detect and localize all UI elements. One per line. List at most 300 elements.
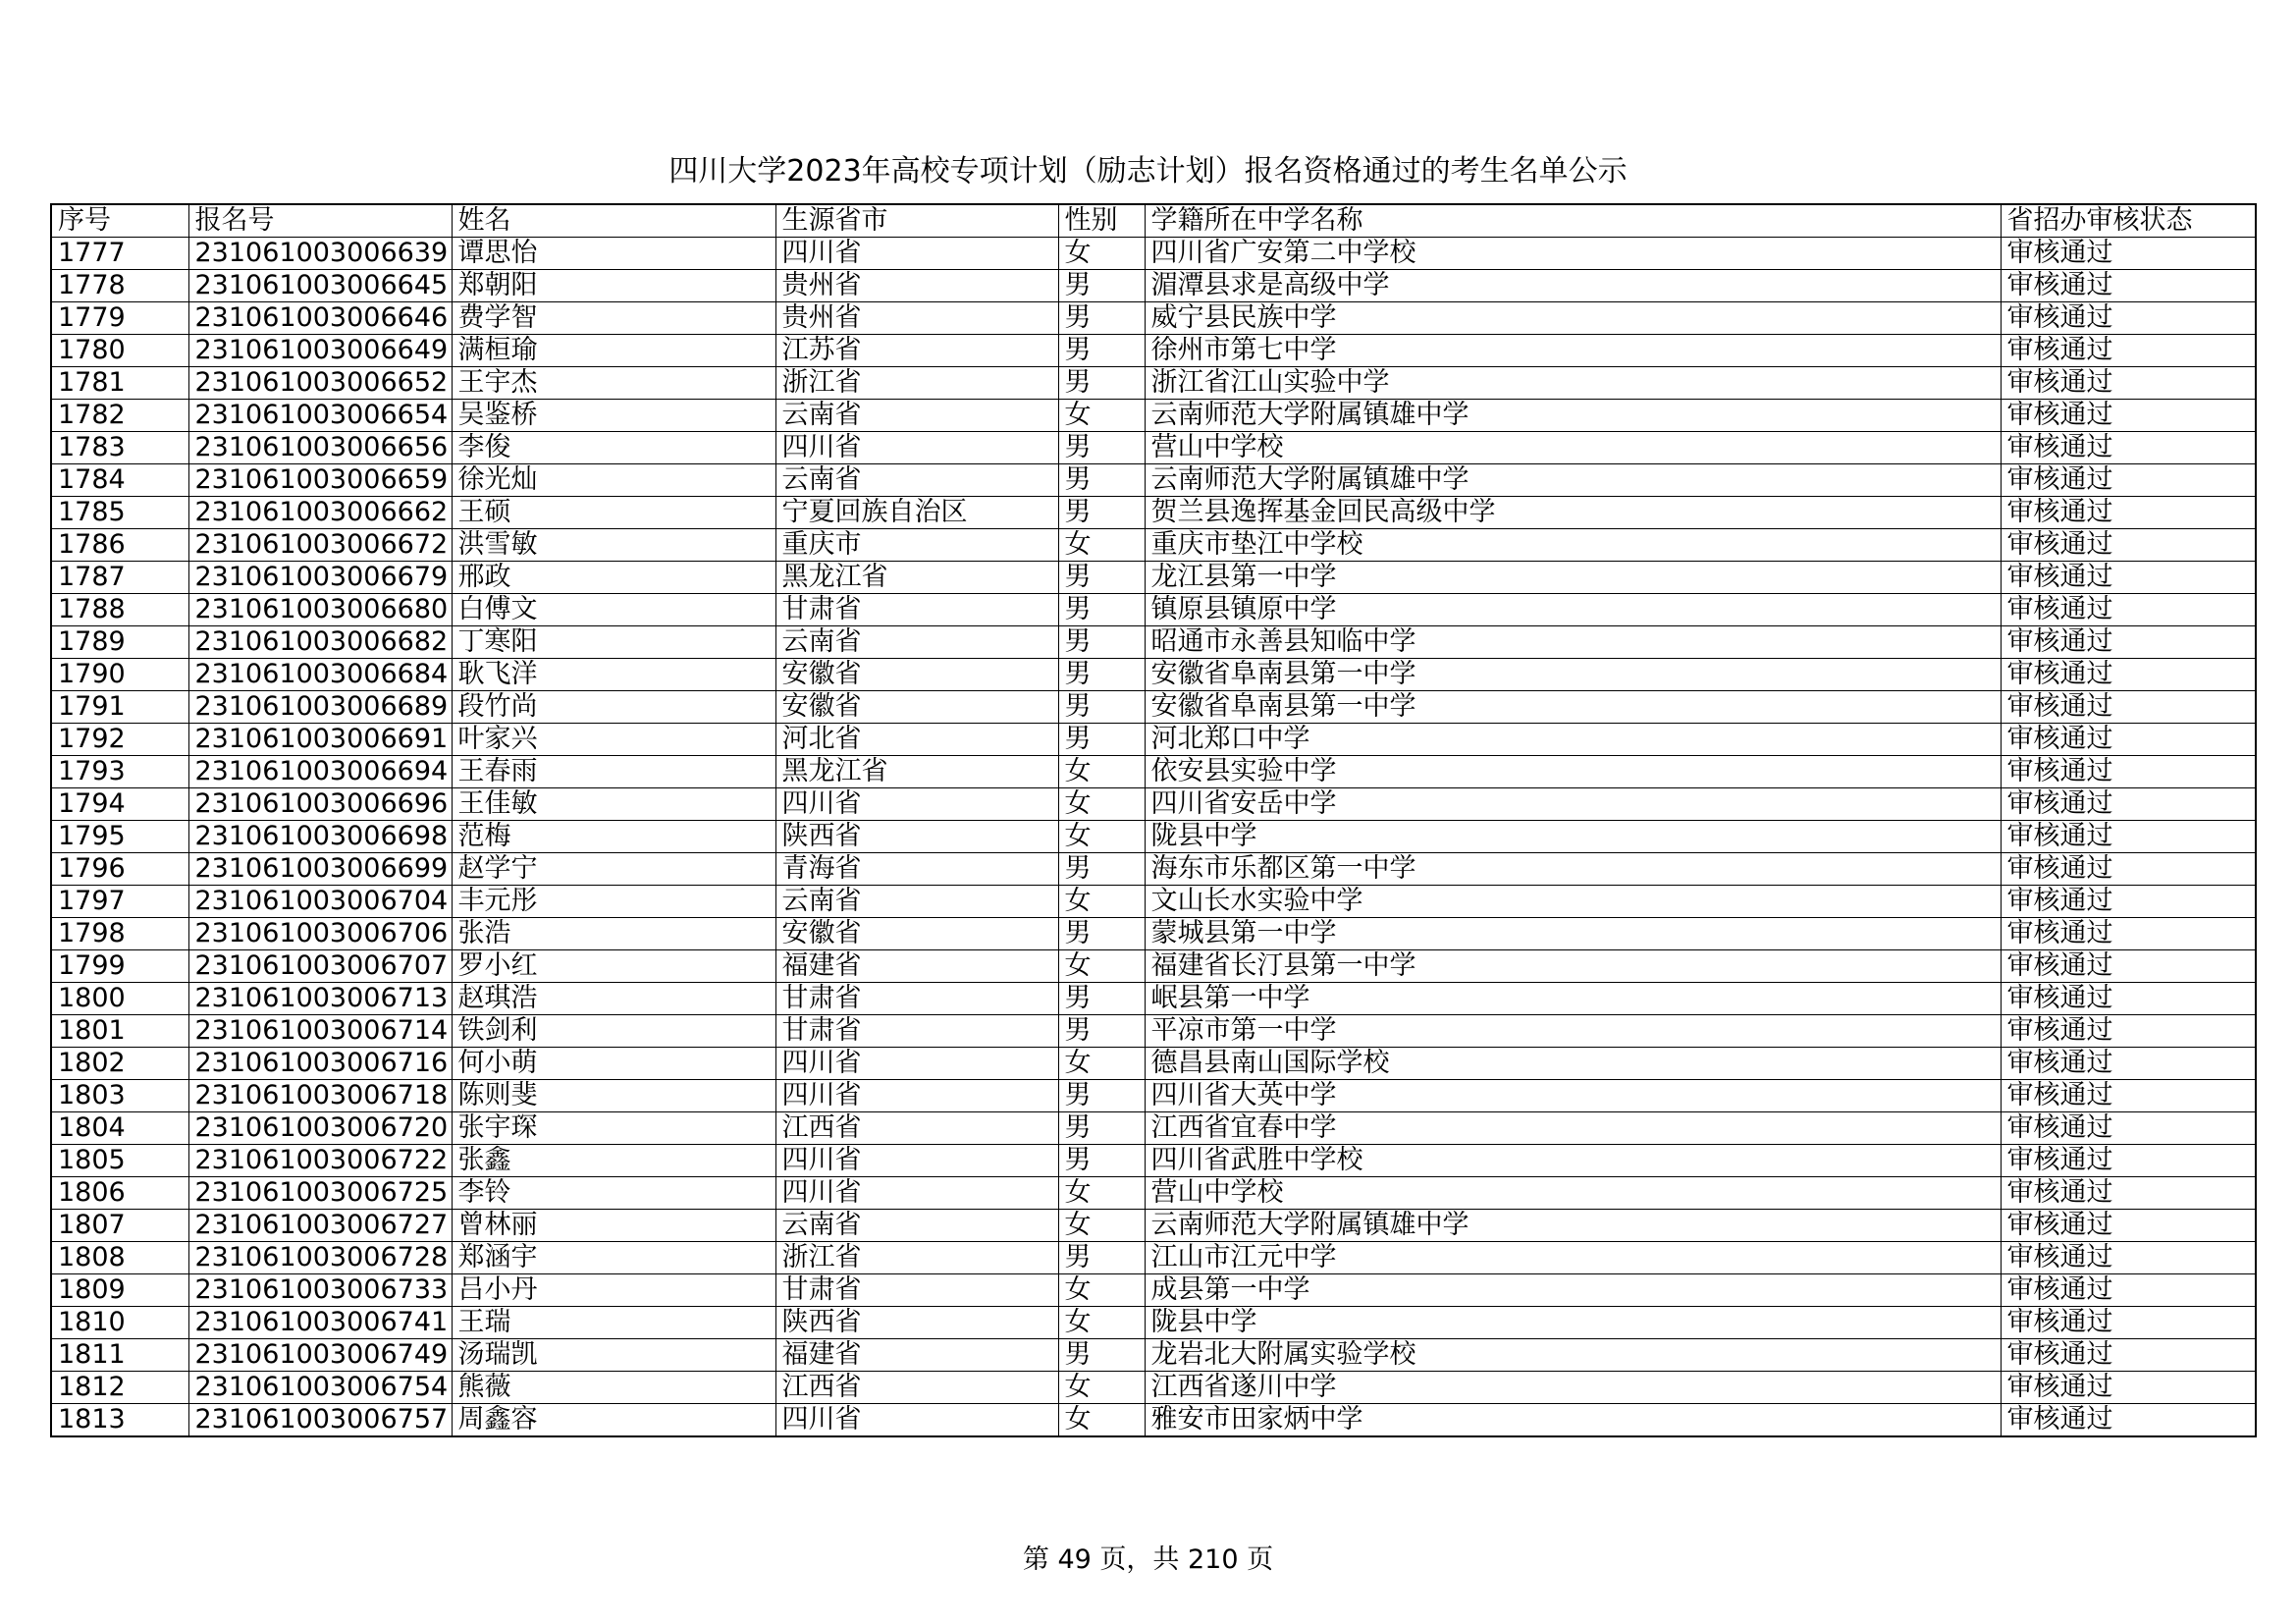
cell-index: 1784 <box>51 464 188 497</box>
cell-reg-no: 231061003006672 <box>188 529 452 562</box>
cell-reg-no: 231061003006652 <box>188 367 452 400</box>
cell-name: 张鑫 <box>452 1145 775 1177</box>
cell-index: 1779 <box>51 302 188 335</box>
cell-status: 审核通过 <box>2001 1210 2256 1242</box>
cell-index: 1811 <box>51 1339 188 1372</box>
table-row <box>51 1274 2256 1307</box>
cell-name: 王硕 <box>452 497 775 529</box>
cell-reg-no: 231061003006699 <box>188 853 452 886</box>
cell-reg-no: 231061003006646 <box>188 302 452 335</box>
cell-index: 1785 <box>51 497 188 529</box>
cell-gender: 男 <box>1058 302 1145 335</box>
cell-gender: 男 <box>1058 367 1145 400</box>
cell-province: 江西省 <box>775 1112 1058 1145</box>
cell-index: 1786 <box>51 529 188 562</box>
cell-gender: 男 <box>1058 691 1145 724</box>
cell-school: 云南师范大学附属镇雄中学 <box>1145 400 2001 432</box>
cell-gender: 男 <box>1058 562 1145 594</box>
cell-school: 四川省安岳中学 <box>1145 788 2001 821</box>
cell-school: 岷县第一中学 <box>1145 983 2001 1015</box>
table-row <box>51 302 2256 335</box>
table-row <box>51 983 2256 1015</box>
table-row <box>51 626 2256 659</box>
cell-name: 范梅 <box>452 821 775 853</box>
cell-province: 云南省 <box>775 626 1058 659</box>
cell-index: 1813 <box>51 1404 188 1437</box>
column-header-name: 姓名 <box>452 204 775 238</box>
cell-gender: 女 <box>1058 1048 1145 1080</box>
cell-province: 贵州省 <box>775 270 1058 302</box>
cell-index: 1777 <box>51 238 188 270</box>
cell-reg-no: 231061003006679 <box>188 562 452 594</box>
cell-name: 满桓瑜 <box>452 335 775 367</box>
cell-province: 福建省 <box>775 1339 1058 1372</box>
column-header-gender: 性别 <box>1058 204 1145 238</box>
cell-status: 审核通过 <box>2001 464 2256 497</box>
table-row <box>51 1080 2256 1112</box>
cell-province: 陕西省 <box>775 1307 1058 1339</box>
cell-index: 1780 <box>51 335 188 367</box>
column-header-reg-no: 报名号 <box>188 204 452 238</box>
cell-index: 1807 <box>51 1210 188 1242</box>
cell-province: 福建省 <box>775 950 1058 983</box>
cell-name: 吕小丹 <box>452 1274 775 1307</box>
cell-reg-no: 231061003006713 <box>188 983 452 1015</box>
column-header-status: 省招办审核状态 <box>2001 204 2256 238</box>
cell-name: 张浩 <box>452 918 775 950</box>
cell-reg-no: 231061003006720 <box>188 1112 452 1145</box>
cell-name: 段竹尚 <box>452 691 775 724</box>
cell-name: 李俊 <box>452 432 775 464</box>
cell-index: 1810 <box>51 1307 188 1339</box>
table-row <box>51 659 2256 691</box>
cell-status: 审核通过 <box>2001 1307 2256 1339</box>
cell-status: 审核通过 <box>2001 918 2256 950</box>
cell-index: 1808 <box>51 1242 188 1274</box>
cell-status: 审核通过 <box>2001 270 2256 302</box>
cell-school: 四川省武胜中学校 <box>1145 1145 2001 1177</box>
cell-school: 浙江省江山实验中学 <box>1145 367 2001 400</box>
cell-status: 审核通过 <box>2001 626 2256 659</box>
table-row <box>51 918 2256 950</box>
cell-status: 审核通过 <box>2001 432 2256 464</box>
cell-status: 审核通过 <box>2001 1339 2256 1372</box>
cell-school: 贺兰县逸挥基金回民高级中学 <box>1145 497 2001 529</box>
table-row <box>51 270 2256 302</box>
table-row <box>51 788 2256 821</box>
cell-gender: 女 <box>1058 529 1145 562</box>
cell-name: 王瑞 <box>452 1307 775 1339</box>
cell-province: 黑龙江省 <box>775 562 1058 594</box>
cell-gender: 男 <box>1058 1339 1145 1372</box>
table-row <box>51 1112 2256 1145</box>
cell-index: 1798 <box>51 918 188 950</box>
table-row <box>51 1404 2256 1437</box>
cell-index: 1790 <box>51 659 188 691</box>
table-row <box>51 1372 2256 1404</box>
cell-school: 营山中学校 <box>1145 432 2001 464</box>
cell-school: 云南师范大学附属镇雄中学 <box>1145 464 2001 497</box>
cell-school: 平凉市第一中学 <box>1145 1015 2001 1048</box>
cell-reg-no: 231061003006659 <box>188 464 452 497</box>
column-header-index: 序号 <box>51 204 188 238</box>
cell-school: 河北郑口中学 <box>1145 724 2001 756</box>
cell-status: 审核通过 <box>2001 691 2256 724</box>
cell-gender: 男 <box>1058 1015 1145 1048</box>
cell-index: 1809 <box>51 1274 188 1307</box>
cell-name: 王春雨 <box>452 756 775 788</box>
cell-province: 四川省 <box>775 1404 1058 1437</box>
cell-gender: 女 <box>1058 1307 1145 1339</box>
cell-province: 四川省 <box>775 432 1058 464</box>
cell-province: 河北省 <box>775 724 1058 756</box>
cell-reg-no: 231061003006727 <box>188 1210 452 1242</box>
table-row <box>51 1307 2256 1339</box>
cell-reg-no: 231061003006716 <box>188 1048 452 1080</box>
cell-status: 审核通过 <box>2001 1015 2256 1048</box>
cell-gender: 男 <box>1058 626 1145 659</box>
cell-status: 审核通过 <box>2001 659 2256 691</box>
cell-index: 1788 <box>51 594 188 626</box>
cell-index: 1787 <box>51 562 188 594</box>
cell-school: 湄潭县求是高级中学 <box>1145 270 2001 302</box>
cell-status: 审核通过 <box>2001 1372 2256 1404</box>
cell-school: 雅安市田家炳中学 <box>1145 1404 2001 1437</box>
cell-province: 青海省 <box>775 853 1058 886</box>
cell-province: 浙江省 <box>775 367 1058 400</box>
cell-name: 曾林丽 <box>452 1210 775 1242</box>
cell-status: 审核通过 <box>2001 756 2256 788</box>
cell-name: 张宇琛 <box>452 1112 775 1145</box>
cell-province: 安徽省 <box>775 918 1058 950</box>
cell-province: 宁夏回族自治区 <box>775 497 1058 529</box>
cell-gender: 男 <box>1058 432 1145 464</box>
cell-name: 郑涵宇 <box>452 1242 775 1274</box>
cell-reg-no: 231061003006694 <box>188 756 452 788</box>
cell-index: 1805 <box>51 1145 188 1177</box>
cell-reg-no: 231061003006707 <box>188 950 452 983</box>
cell-gender: 男 <box>1058 335 1145 367</box>
cell-province: 贵州省 <box>775 302 1058 335</box>
cell-province: 四川省 <box>775 1048 1058 1080</box>
cell-gender: 女 <box>1058 1372 1145 1404</box>
table-header-row <box>51 204 2256 238</box>
table-row <box>51 1177 2256 1210</box>
cell-gender: 女 <box>1058 400 1145 432</box>
table-row <box>51 400 2256 432</box>
cell-reg-no: 231061003006639 <box>188 238 452 270</box>
cell-reg-no: 231061003006718 <box>188 1080 452 1112</box>
cell-index: 1803 <box>51 1080 188 1112</box>
cell-gender: 女 <box>1058 238 1145 270</box>
table-row <box>51 1145 2256 1177</box>
table-row <box>51 756 2256 788</box>
cell-gender: 男 <box>1058 1112 1145 1145</box>
cell-gender: 女 <box>1058 1210 1145 1242</box>
cell-name: 郑朝阳 <box>452 270 775 302</box>
cell-status: 审核通过 <box>2001 950 2256 983</box>
table-row <box>51 691 2256 724</box>
cell-status: 审核通过 <box>2001 335 2256 367</box>
cell-status: 审核通过 <box>2001 1145 2256 1177</box>
cell-school: 威宁县民族中学 <box>1145 302 2001 335</box>
cell-school: 昭通市永善县知临中学 <box>1145 626 2001 659</box>
cell-name: 王佳敏 <box>452 788 775 821</box>
cell-gender: 女 <box>1058 1177 1145 1210</box>
cell-province: 陕西省 <box>775 821 1058 853</box>
cell-name: 李铃 <box>452 1177 775 1210</box>
cell-gender: 女 <box>1058 821 1145 853</box>
cell-reg-no: 231061003006691 <box>188 724 452 756</box>
cell-gender: 女 <box>1058 886 1145 918</box>
cell-name: 汤瑞凯 <box>452 1339 775 1372</box>
cell-reg-no: 231061003006725 <box>188 1177 452 1210</box>
table-row <box>51 594 2256 626</box>
cell-gender: 男 <box>1058 1080 1145 1112</box>
cell-status: 审核通过 <box>2001 302 2256 335</box>
cell-gender: 男 <box>1058 853 1145 886</box>
cell-province: 四川省 <box>775 1145 1058 1177</box>
cell-province: 甘肃省 <box>775 1015 1058 1048</box>
cell-school: 文山长水实验中学 <box>1145 886 2001 918</box>
cell-status: 审核通过 <box>2001 400 2256 432</box>
cell-province: 安徽省 <box>775 659 1058 691</box>
cell-gender: 男 <box>1058 724 1145 756</box>
cell-province: 云南省 <box>775 1210 1058 1242</box>
table-row <box>51 950 2256 983</box>
cell-name: 周鑫容 <box>452 1404 775 1437</box>
cell-name: 赵学宁 <box>452 853 775 886</box>
cell-province: 黑龙江省 <box>775 756 1058 788</box>
cell-province: 四川省 <box>775 238 1058 270</box>
table-row <box>51 821 2256 853</box>
table-row <box>51 464 2256 497</box>
cell-school: 依安县实验中学 <box>1145 756 2001 788</box>
cell-reg-no: 231061003006704 <box>188 886 452 918</box>
cell-province: 甘肃省 <box>775 983 1058 1015</box>
cell-status: 审核通过 <box>2001 529 2256 562</box>
cell-province: 江西省 <box>775 1372 1058 1404</box>
table-row <box>51 1015 2256 1048</box>
cell-name: 徐光灿 <box>452 464 775 497</box>
cell-name: 耿飞洋 <box>452 659 775 691</box>
cell-name: 何小萌 <box>452 1048 775 1080</box>
cell-gender: 女 <box>1058 1404 1145 1437</box>
cell-index: 1792 <box>51 724 188 756</box>
cell-school: 重庆市垫江中学校 <box>1145 529 2001 562</box>
cell-name: 谭思怡 <box>452 238 775 270</box>
cell-gender: 男 <box>1058 1242 1145 1274</box>
cell-gender: 男 <box>1058 1145 1145 1177</box>
cell-reg-no: 231061003006754 <box>188 1372 452 1404</box>
cell-reg-no: 231061003006654 <box>188 400 452 432</box>
cell-reg-no: 231061003006698 <box>188 821 452 853</box>
cell-school: 四川省大英中学 <box>1145 1080 2001 1112</box>
cell-index: 1793 <box>51 756 188 788</box>
cell-index: 1797 <box>51 886 188 918</box>
cell-school: 江西省遂川中学 <box>1145 1372 2001 1404</box>
cell-gender: 男 <box>1058 497 1145 529</box>
cell-reg-no: 231061003006741 <box>188 1307 452 1339</box>
table-row <box>51 497 2256 529</box>
table-row <box>51 367 2256 400</box>
cell-reg-no: 231061003006684 <box>188 659 452 691</box>
cell-status: 审核通过 <box>2001 1404 2256 1437</box>
cell-name: 洪雪敏 <box>452 529 775 562</box>
cell-school: 陇县中学 <box>1145 821 2001 853</box>
cell-reg-no: 231061003006696 <box>188 788 452 821</box>
cell-gender: 女 <box>1058 950 1145 983</box>
cell-gender: 男 <box>1058 464 1145 497</box>
cell-gender: 女 <box>1058 788 1145 821</box>
cell-reg-no: 231061003006728 <box>188 1242 452 1274</box>
cell-school: 安徽省阜南县第一中学 <box>1145 691 2001 724</box>
column-header-school: 学籍所在中学名称 <box>1145 204 2001 238</box>
cell-school: 德昌县南山国际学校 <box>1145 1048 2001 1080</box>
table-row <box>51 432 2256 464</box>
cell-school: 营山中学校 <box>1145 1177 2001 1210</box>
cell-gender: 男 <box>1058 270 1145 302</box>
cell-index: 1806 <box>51 1177 188 1210</box>
cell-name: 铁剑利 <box>452 1015 775 1048</box>
cell-status: 审核通过 <box>2001 1112 2256 1145</box>
cell-school: 云南师范大学附属镇雄中学 <box>1145 1210 2001 1242</box>
table-row <box>51 562 2256 594</box>
cell-reg-no: 231061003006733 <box>188 1274 452 1307</box>
table-row <box>51 1048 2256 1080</box>
cell-status: 审核通过 <box>2001 497 2256 529</box>
cell-reg-no: 231061003006757 <box>188 1404 452 1437</box>
cell-index: 1800 <box>51 983 188 1015</box>
cell-status: 审核通过 <box>2001 724 2256 756</box>
cell-gender: 男 <box>1058 659 1145 691</box>
cell-name: 邢政 <box>452 562 775 594</box>
cell-name: 赵琪浩 <box>452 983 775 1015</box>
cell-reg-no: 231061003006706 <box>188 918 452 950</box>
table-row <box>51 1339 2256 1372</box>
cell-gender: 男 <box>1058 918 1145 950</box>
cell-reg-no: 231061003006645 <box>188 270 452 302</box>
cell-index: 1782 <box>51 400 188 432</box>
table-row <box>51 1210 2256 1242</box>
cell-index: 1794 <box>51 788 188 821</box>
cell-status: 审核通过 <box>2001 821 2256 853</box>
cell-status: 审核通过 <box>2001 562 2256 594</box>
table-row <box>51 1242 2256 1274</box>
page-title: 四川大学2023年高校专项计划（励志计划）报名资格通过的考生名单公示 <box>668 154 1628 189</box>
cell-index: 1812 <box>51 1372 188 1404</box>
cell-province: 重庆市 <box>775 529 1058 562</box>
cell-province: 四川省 <box>775 1080 1058 1112</box>
cell-school: 徐州市第七中学 <box>1145 335 2001 367</box>
table-row <box>51 335 2256 367</box>
cell-school: 福建省长汀县第一中学 <box>1145 950 2001 983</box>
cell-status: 审核通过 <box>2001 367 2256 400</box>
page-footer: 第 49 页，共 210 页 <box>1022 1544 1274 1575</box>
cell-reg-no: 231061003006749 <box>188 1339 452 1372</box>
cell-province: 云南省 <box>775 886 1058 918</box>
cell-name: 白傅文 <box>452 594 775 626</box>
cell-school: 海东市乐都区第一中学 <box>1145 853 2001 886</box>
cell-name: 丰元彤 <box>452 886 775 918</box>
cell-school: 镇原县镇原中学 <box>1145 594 2001 626</box>
cell-status: 审核通过 <box>2001 1048 2256 1080</box>
cell-school: 江西省宜春中学 <box>1145 1112 2001 1145</box>
table-row <box>51 853 2256 886</box>
cell-index: 1796 <box>51 853 188 886</box>
cell-status: 审核通过 <box>2001 594 2256 626</box>
cell-status: 审核通过 <box>2001 788 2256 821</box>
cell-name: 罗小红 <box>452 950 775 983</box>
cell-status: 审核通过 <box>2001 1177 2256 1210</box>
cell-province: 安徽省 <box>775 691 1058 724</box>
cell-reg-no: 231061003006680 <box>188 594 452 626</box>
cell-index: 1783 <box>51 432 188 464</box>
cell-status: 审核通过 <box>2001 983 2256 1015</box>
cell-school: 龙岩北大附属实验学校 <box>1145 1339 2001 1372</box>
cell-reg-no: 231061003006649 <box>188 335 452 367</box>
cell-status: 审核通过 <box>2001 853 2256 886</box>
cell-index: 1802 <box>51 1048 188 1080</box>
cell-index: 1791 <box>51 691 188 724</box>
cell-school: 陇县中学 <box>1145 1307 2001 1339</box>
table-row <box>51 529 2256 562</box>
cell-status: 审核通过 <box>2001 1242 2256 1274</box>
cell-school: 安徽省阜南县第一中学 <box>1145 659 2001 691</box>
cell-province: 四川省 <box>775 1177 1058 1210</box>
cell-index: 1804 <box>51 1112 188 1145</box>
cell-province: 江苏省 <box>775 335 1058 367</box>
cell-status: 审核通过 <box>2001 1274 2256 1307</box>
cell-gender: 女 <box>1058 756 1145 788</box>
cell-status: 审核通过 <box>2001 886 2256 918</box>
cell-gender: 男 <box>1058 983 1145 1015</box>
cell-index: 1799 <box>51 950 188 983</box>
cell-name: 叶家兴 <box>452 724 775 756</box>
cell-name: 吴鉴桥 <box>452 400 775 432</box>
cell-province: 云南省 <box>775 400 1058 432</box>
cell-index: 1789 <box>51 626 188 659</box>
cell-name: 费学智 <box>452 302 775 335</box>
cell-province: 甘肃省 <box>775 1274 1058 1307</box>
cell-reg-no: 231061003006689 <box>188 691 452 724</box>
cell-reg-no: 231061003006682 <box>188 626 452 659</box>
cell-school: 江山市江元中学 <box>1145 1242 2001 1274</box>
cell-reg-no: 231061003006656 <box>188 432 452 464</box>
cell-name: 王宇杰 <box>452 367 775 400</box>
cell-province: 浙江省 <box>775 1242 1058 1274</box>
cell-province: 云南省 <box>775 464 1058 497</box>
cell-gender: 女 <box>1058 1274 1145 1307</box>
cell-name: 陈则斐 <box>452 1080 775 1112</box>
cell-index: 1801 <box>51 1015 188 1048</box>
cell-school: 四川省广安第二中学校 <box>1145 238 2001 270</box>
cell-reg-no: 231061003006722 <box>188 1145 452 1177</box>
table-row <box>51 886 2256 918</box>
cell-school: 成县第一中学 <box>1145 1274 2001 1307</box>
cell-status: 审核通过 <box>2001 1080 2256 1112</box>
cell-school: 龙江县第一中学 <box>1145 562 2001 594</box>
table-body <box>51 238 2256 1437</box>
cell-school: 蒙城县第一中学 <box>1145 918 2001 950</box>
cell-index: 1781 <box>51 367 188 400</box>
cell-name: 丁寒阳 <box>452 626 775 659</box>
cell-index: 1795 <box>51 821 188 853</box>
cell-name: 熊薇 <box>452 1372 775 1404</box>
table-row <box>51 724 2256 756</box>
cell-reg-no: 231061003006714 <box>188 1015 452 1048</box>
cell-status: 审核通过 <box>2001 238 2256 270</box>
